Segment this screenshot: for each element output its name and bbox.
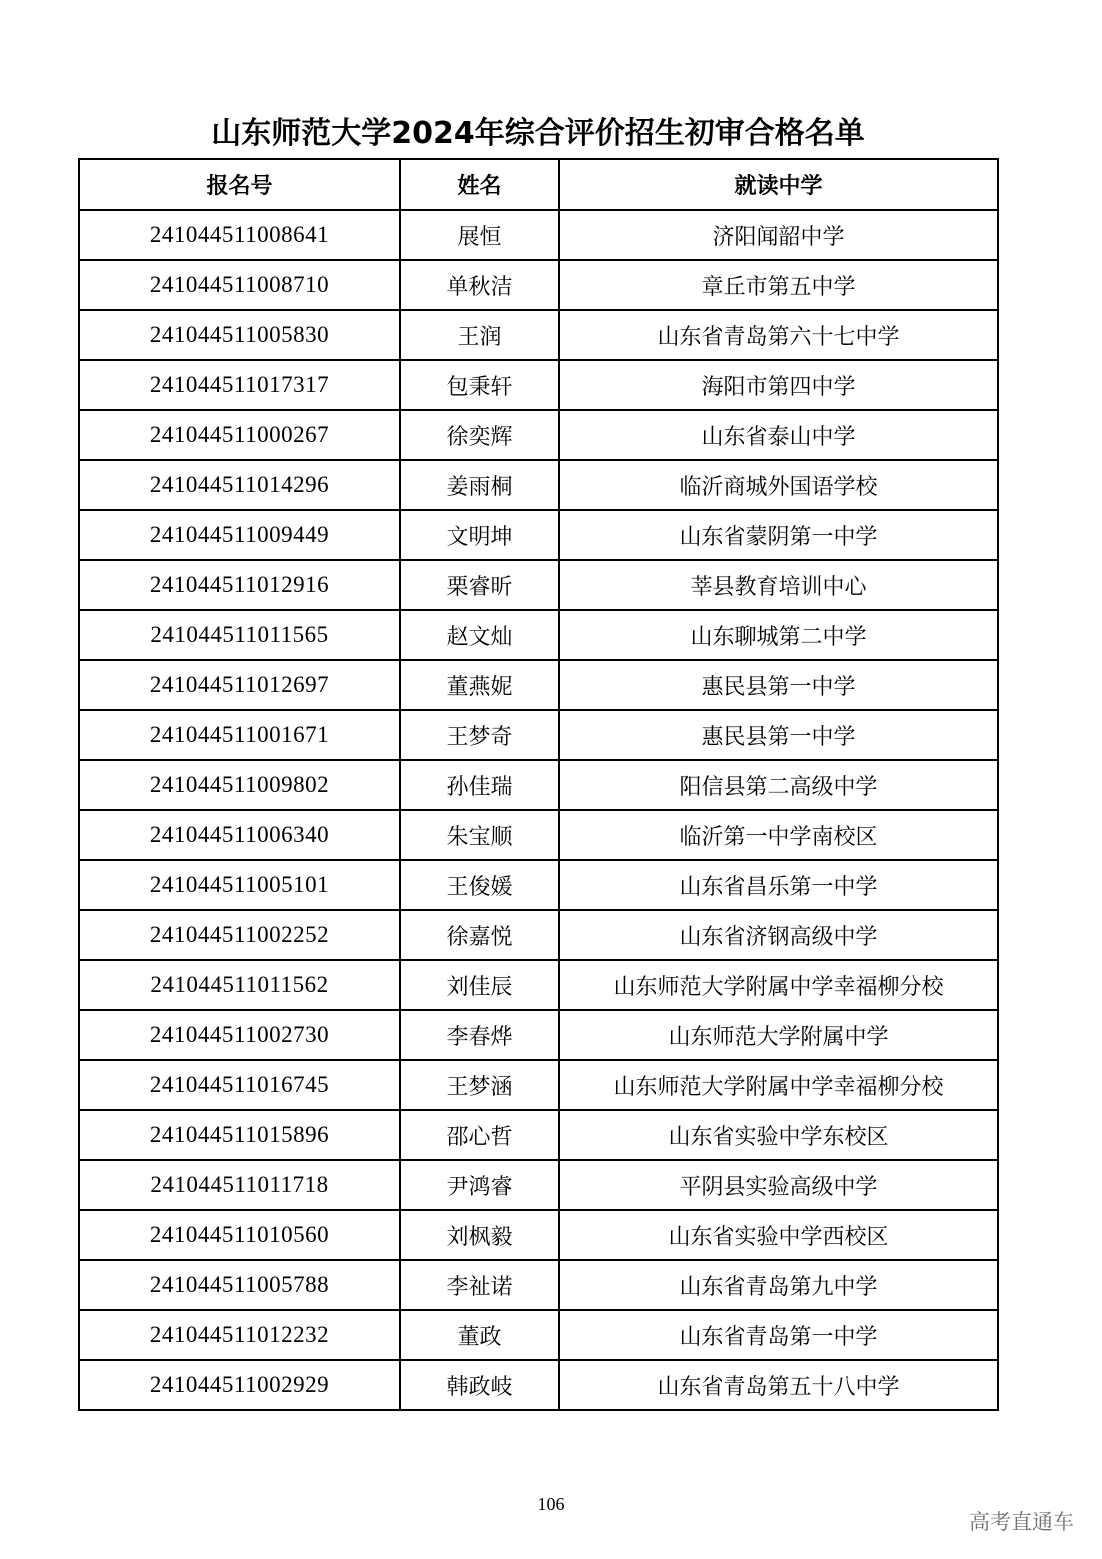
table-body [79, 210, 998, 1410]
school-name-cell: 山东省实验中学东校区 [559, 1110, 998, 1160]
table-row [79, 560, 998, 610]
table-row [79, 260, 998, 310]
header-school: 就读中学 [559, 159, 998, 210]
school-name-cell: 山东聊城第二中学 [559, 610, 998, 660]
student-name-cell: 刘枫毅 [400, 1210, 559, 1260]
school-name-cell: 阳信县第二高级中学 [559, 760, 998, 810]
table-row [79, 1010, 998, 1060]
table-row [79, 810, 998, 860]
table-row [79, 1060, 998, 1110]
table-row [79, 1110, 998, 1160]
student-name-cell: 王梦奇 [400, 710, 559, 760]
school-name-cell: 平阴县实验高级中学 [559, 1160, 998, 1210]
table-row [79, 910, 998, 960]
registration-number-cell: 241044511011718 [79, 1160, 400, 1210]
table-header-row [79, 159, 998, 210]
table-row [79, 310, 998, 360]
registration-number-cell: 241044511001671 [79, 710, 400, 760]
registration-number-cell: 241044511006340 [79, 810, 400, 860]
student-name-cell: 王梦涵 [400, 1060, 559, 1110]
registration-number-cell: 241044511012916 [79, 560, 400, 610]
school-name-cell: 惠民县第一中学 [559, 660, 998, 710]
student-name-cell: 孙佳瑞 [400, 760, 559, 810]
table-row [79, 1310, 998, 1360]
registration-number-cell: 241044511011565 [79, 610, 400, 660]
student-name-cell: 栗睿昕 [400, 560, 559, 610]
student-name-cell: 单秋洁 [400, 260, 559, 310]
registration-number-cell: 241044511005830 [79, 310, 400, 360]
registration-number-cell: 241044511017317 [79, 360, 400, 410]
registration-number-cell: 241044511002929 [79, 1360, 400, 1410]
table-row [79, 460, 998, 510]
student-name-cell: 姜雨桐 [400, 460, 559, 510]
school-name-cell: 海阳市第四中学 [559, 360, 998, 410]
school-name-cell: 山东省济钢高级中学 [559, 910, 998, 960]
student-name-cell: 王俊媛 [400, 860, 559, 910]
student-name-cell: 朱宝顺 [400, 810, 559, 860]
registration-number-cell: 241044511010560 [79, 1210, 400, 1260]
table-row [79, 960, 998, 1010]
header-registration-number: 报名号 [79, 159, 400, 210]
student-name-cell: 文明坤 [400, 510, 559, 560]
student-name-cell: 王润 [400, 310, 559, 360]
school-name-cell: 莘县教育培训中心 [559, 560, 998, 610]
registration-number-cell: 241044511009449 [79, 510, 400, 560]
registration-number-cell: 241044511009802 [79, 760, 400, 810]
registration-number-cell: 241044511012697 [79, 660, 400, 710]
admission-list-table [78, 158, 999, 1411]
school-name-cell: 山东师范大学附属中学 [559, 1010, 998, 1060]
header-name: 姓名 [400, 159, 559, 210]
table-row [79, 360, 998, 410]
school-name-cell: 山东师范大学附属中学幸福柳分校 [559, 1060, 998, 1110]
registration-number-cell: 241044511011562 [79, 960, 400, 1010]
registration-number-cell: 241044511002252 [79, 910, 400, 960]
school-name-cell: 临沂商城外国语学校 [559, 460, 998, 510]
table-row [79, 510, 998, 560]
student-name-cell: 刘佳辰 [400, 960, 559, 1010]
school-name-cell: 山东省青岛第五十八中学 [559, 1360, 998, 1410]
registration-number-cell: 241044511016745 [79, 1060, 400, 1110]
registration-number-cell: 241044511008641 [79, 210, 400, 260]
document-title: 山东师范大学2024年综合评价招生初审合格名单 [211, 116, 865, 151]
registration-number-cell: 241044511012232 [79, 1310, 400, 1360]
student-name-cell: 董燕妮 [400, 660, 559, 710]
table-row [79, 610, 998, 660]
school-name-cell: 山东师范大学附属中学幸福柳分校 [559, 960, 998, 1010]
table-row [79, 1260, 998, 1310]
student-name-cell: 包秉轩 [400, 360, 559, 410]
school-name-cell: 山东省青岛第九中学 [559, 1260, 998, 1310]
table-row [79, 210, 998, 260]
table-row [79, 760, 998, 810]
watermark: 高考直通车 [969, 1510, 1074, 1534]
school-name-cell: 山东省实验中学西校区 [559, 1210, 998, 1260]
table-row [79, 1160, 998, 1210]
table-row [79, 860, 998, 910]
school-name-cell: 济阳闻韶中学 [559, 210, 998, 260]
registration-number-cell: 241044511015896 [79, 1110, 400, 1160]
student-name-cell: 赵文灿 [400, 610, 559, 660]
school-name-cell: 山东省昌乐第一中学 [559, 860, 998, 910]
student-name-cell: 李春烨 [400, 1010, 559, 1060]
registration-number-cell: 241044511005788 [79, 1260, 400, 1310]
student-name-cell: 邵心哲 [400, 1110, 559, 1160]
student-name-cell: 尹鸿睿 [400, 1160, 559, 1210]
table-row [79, 1360, 998, 1410]
school-name-cell: 山东省青岛第六十七中学 [559, 310, 998, 360]
school-name-cell: 山东省泰山中学 [559, 410, 998, 460]
student-name-cell: 展恒 [400, 210, 559, 260]
student-name-cell: 董政 [400, 1310, 559, 1360]
student-name-cell: 徐嘉悦 [400, 910, 559, 960]
table-row [79, 410, 998, 460]
table-row [79, 710, 998, 760]
registration-number-cell: 241044511008710 [79, 260, 400, 310]
school-name-cell: 山东省蒙阴第一中学 [559, 510, 998, 560]
school-name-cell: 章丘市第五中学 [559, 260, 998, 310]
school-name-cell: 临沂第一中学南校区 [559, 810, 998, 860]
registration-number-cell: 241044511014296 [79, 460, 400, 510]
school-name-cell: 惠民县第一中学 [559, 710, 998, 760]
registration-number-cell: 241044511002730 [79, 1010, 400, 1060]
registration-number-cell: 241044511000267 [79, 410, 400, 460]
student-name-cell: 韩政岐 [400, 1360, 559, 1410]
school-name-cell: 山东省青岛第一中学 [559, 1310, 998, 1360]
page-number: 106 [537, 1494, 565, 1514]
registration-number-cell: 241044511005101 [79, 860, 400, 910]
student-name-cell: 徐奕辉 [400, 410, 559, 460]
student-name-cell: 李祉诺 [400, 1260, 559, 1310]
table-row [79, 1210, 998, 1260]
table-row [79, 660, 998, 710]
